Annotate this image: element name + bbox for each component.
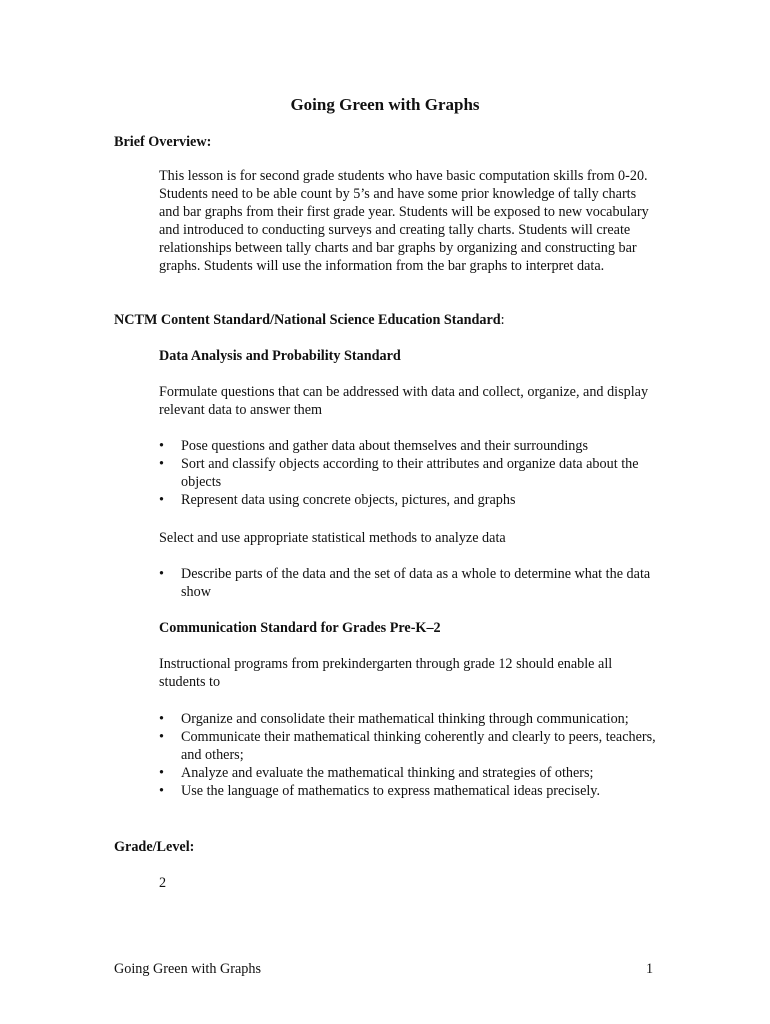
list-item — [159, 491, 659, 509]
communication-heading: Communication Standard for Grades Pre-K–2 — [159, 620, 441, 636]
data-analysis-intro-text: Formulate questions that can be addressed with data and collect, organize, and display relevant data to answer them — [159, 384, 649, 418]
list-item-text: Describe parts of the data and the set of data as a whole to determine what the data show — [181, 566, 651, 600]
statistical-methods-intro — [159, 529, 659, 547]
bullet-icon: • — [159, 566, 164, 582]
nctm-heading-text: NCTM Content Standard/National Science Education Standard — [114, 312, 501, 328]
list-item-text: Pose questions and gather data about themselves and their surroundings — [181, 438, 589, 454]
bullet-icon: • — [159, 711, 164, 727]
nctm-heading — [114, 311, 505, 329]
bullet-icon: • — [159, 492, 164, 508]
data-analysis-intro — [159, 383, 659, 419]
page-title: Going Green with Graphs — [290, 95, 480, 114]
page-number: 1 — [646, 961, 654, 977]
data-analysis-heading: Data Analysis and Probability Standard — [159, 348, 401, 364]
bullet-icon: • — [159, 438, 164, 454]
list-item-text: Use the language of mathematics to express mathematical ideas precisely. — [181, 783, 601, 799]
list-item-text: Sort and classify objects according to their attributes and organize data about the objects — [181, 456, 639, 490]
brief-overview-text — [159, 167, 659, 275]
list-item-text: Analyze and evaluate the mathematical thinking and strategies of others; — [181, 765, 594, 781]
grade-level-heading: Grade/Level: — [114, 839, 195, 855]
bullet-icon: • — [159, 765, 164, 781]
bullet-icon: • — [159, 456, 164, 472]
brief-overview-paragraph: This lesson is for second grade students who have basic computation skills from 0-20. Students need to be able count by 5’s and have some prior knowledge of tally charts and bar graphs from their first grade year. Students will be exposed to new vocabulary and introduced to conducting surveys and creating tally charts. Students will create relationships between tally charts and bar graphs by organizing and constructing bar graphs. Students will use the information from the bar graphs to interpret data. — [159, 168, 649, 274]
data-analysis-bullet-list — [159, 437, 659, 509]
list-item — [159, 455, 659, 491]
brief-overview-heading: Brief Overview: — [114, 134, 212, 150]
list-item — [159, 764, 659, 782]
footer-title: Going Green with Graphs — [114, 961, 261, 977]
statistical-methods-intro-text: Select and use appropriate statistical methods to analyze data — [159, 530, 506, 546]
bullet-icon: • — [159, 783, 164, 799]
list-item — [159, 710, 659, 728]
bullet-icon: • — [159, 729, 164, 745]
communication-intro-text: Instructional programs from prekindergarten through grade 12 should enable all students to — [159, 656, 613, 690]
list-item — [159, 782, 659, 800]
communication-bullet-list — [159, 710, 659, 800]
list-item — [159, 437, 659, 455]
nctm-heading-colon: : — [500, 312, 505, 328]
grade-level-value: 2 — [159, 875, 167, 891]
list-item — [159, 728, 659, 764]
list-item — [159, 565, 659, 601]
list-item-text: Organize and consolidate their mathematical thinking through communication; — [181, 711, 629, 727]
list-item-text: Represent data using concrete objects, pictures, and graphs — [181, 492, 516, 508]
statistical-methods-bullet-list — [159, 565, 659, 601]
communication-intro — [159, 655, 659, 691]
list-item-text: Communicate their mathematical thinking coherently and clearly to peers, teachers, and others; — [181, 729, 656, 763]
